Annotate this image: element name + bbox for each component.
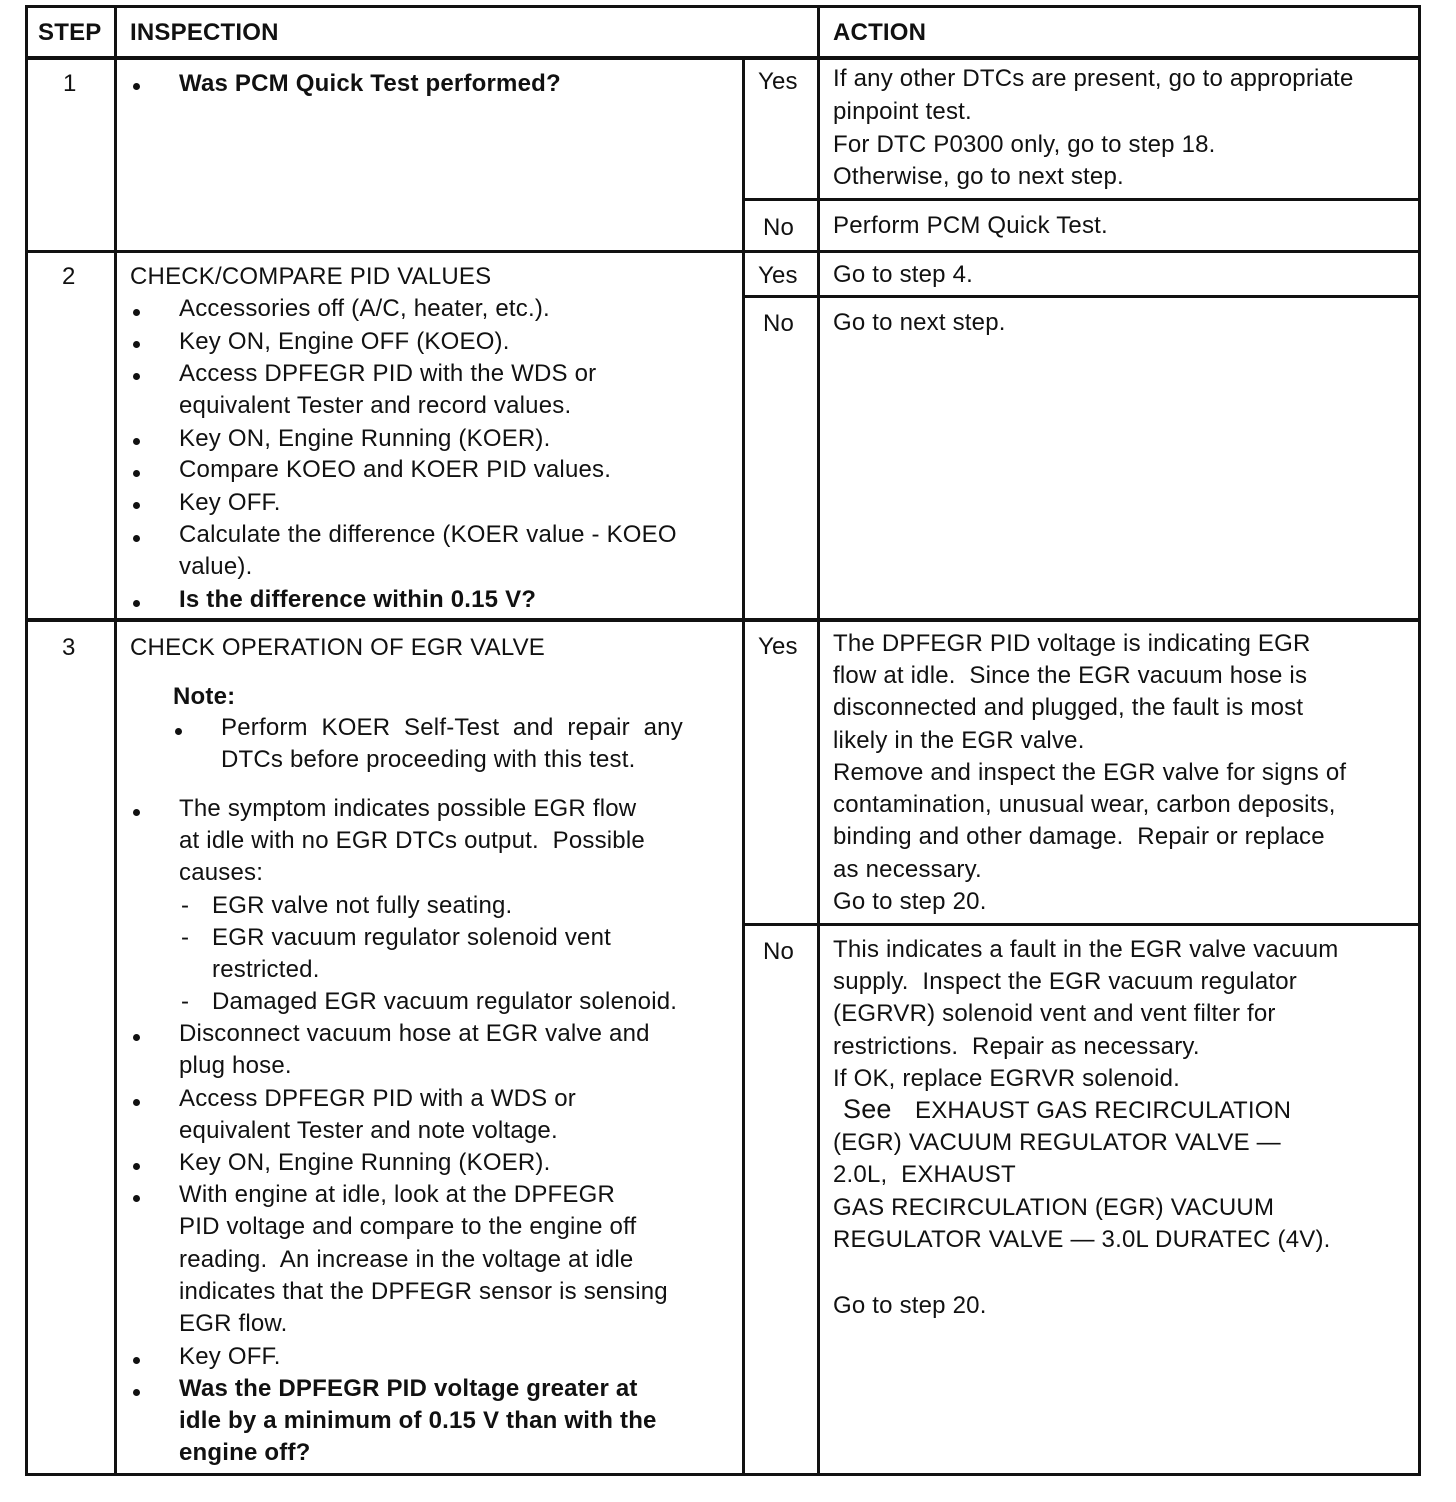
row1-no-action-line: Perform PCM Quick Test. — [833, 212, 1108, 239]
table-border-bottom — [25, 1473, 1421, 1476]
row3-bullet-text: The symptom indicates possible EGR flow — [179, 795, 637, 822]
row2-bullet-text: Key OFF. — [179, 489, 281, 516]
row3-bullet-text: EGR flow. — [179, 1310, 288, 1337]
table-border-right — [1418, 5, 1421, 1476]
row3-bullet-text: Key ON, Engine Running (KOER). — [179, 1149, 551, 1176]
row2-yes-action-line: Go to step 4. — [833, 261, 974, 288]
see-reference-link[interactable]: EXHAUST GAS RECIRCULATION — [915, 1097, 1292, 1124]
row3-cause-text: EGR valve not fully seating. — [212, 892, 513, 919]
row3-note-text: Perform KOER Self-Test and repair any — [221, 714, 683, 741]
row3-yes-no-divider — [742, 923, 1421, 926]
row2-no-action-line: Go to next step. — [833, 309, 1006, 336]
row3-note-title: Note: — [173, 683, 236, 710]
row3-cause-text: EGR vacuum regulator solenoid vent — [212, 924, 612, 951]
row1-yes-label: Yes — [758, 68, 798, 95]
bullet-icon — [133, 309, 140, 316]
row1-yes-action-line: For DTC P0300 only, go to step 18. — [833, 131, 1216, 158]
bullet-icon — [133, 341, 140, 348]
bullet-icon — [133, 1034, 140, 1041]
row2-bullet-text: Access DPFEGR PID with the WDS or — [179, 360, 597, 387]
bullet-icon — [133, 373, 140, 380]
row2-yes-label: Yes — [758, 262, 798, 289]
row3-question: Was the DPFEGR PID voltage greater at — [179, 1375, 638, 1402]
row3-bullet-text: at idle with no EGR DTCs output. Possible — [179, 827, 645, 854]
row2-title: CHECK/COMPARE PID VALUES — [130, 263, 492, 290]
header-divider — [25, 56, 1421, 60]
row3-yes-action-line: likely in the EGR valve. — [833, 727, 1085, 754]
bullet-icon — [133, 535, 140, 542]
see-reference-link[interactable]: 2.0L, EXHAUST — [833, 1161, 1016, 1188]
row2-no-label: No — [763, 310, 795, 337]
column-divider-action — [817, 5, 820, 1476]
step-number-2: 2 — [62, 263, 76, 290]
row3-yes-action-line: Remove and inspect the EGR valve for signs of — [833, 759, 1347, 786]
row-divider-2-3 — [25, 618, 1421, 622]
row3-no-action-line: This indicates a fault in the EGR valve vacuum — [833, 936, 1339, 963]
row3-no-final-line: Go to step 20. — [833, 1292, 987, 1319]
row3-yes-action-line: as necessary. — [833, 856, 982, 883]
row3-yes-action-line: binding and other damage. Repair or replace — [833, 823, 1325, 850]
row3-yes-action-line: The DPFEGR PID voltage is indicating EGR — [833, 630, 1311, 657]
row3-cause-text: restricted. — [212, 956, 320, 983]
row3-bullet-text: With engine at idle, look at the DPFEGR — [179, 1181, 616, 1208]
row3-bullet-text: equivalent Tester and note voltage. — [179, 1117, 558, 1144]
table-border-left — [25, 5, 28, 1476]
row3-no-action-line: (EGRVR) solenoid vent and vent filter for — [833, 1000, 1276, 1027]
row2-bullet-text: Calculate the difference (KOER value - KOEO — [179, 521, 677, 548]
row3-no-action-line: If OK, replace EGRVR solenoid. — [833, 1065, 1181, 1092]
bullet-icon — [133, 1389, 140, 1396]
bullet-icon — [133, 1099, 140, 1106]
dash-marker: - — [181, 988, 189, 1015]
column-divider-step — [114, 5, 117, 1476]
column-divider-answer — [742, 58, 745, 1476]
row1-yes-action-line: If any other DTCs are present, go to appropriate — [833, 65, 1354, 92]
row2-bullet-text: Compare KOEO and KOER PID values. — [179, 456, 612, 483]
row2-bullet-text: value). — [179, 553, 253, 580]
header-inspection: INSPECTION — [130, 19, 279, 46]
row3-yes-action-line: contamination, unusual wear, carbon deposits, — [833, 791, 1336, 818]
row3-bullet-text: Access DPFEGR PID with a WDS or — [179, 1085, 576, 1112]
see-reference-link[interactable]: GAS RECIRCULATION (EGR) VACUUM — [833, 1194, 1275, 1221]
step-number-1: 1 — [63, 70, 77, 97]
row3-bullet-text: PID voltage and compare to the engine off — [179, 1213, 637, 1240]
bullet-icon — [133, 1357, 140, 1364]
see-reference-link[interactable]: REGULATOR VALVE — 3.0L DURATEC (4V). — [833, 1226, 1331, 1253]
row2-question: Is the difference within 0.15 V? — [179, 586, 537, 613]
row-divider-1-2 — [25, 250, 1421, 253]
row3-bullet-text: causes: — [179, 859, 264, 886]
row2-bullet-text: Accessories off (A/C, heater, etc.). — [179, 295, 550, 322]
bullet-icon — [133, 600, 140, 607]
header-action: ACTION — [833, 19, 927, 46]
row2-bullet-text: equivalent Tester and record values. — [179, 392, 572, 419]
step-number-3: 3 — [62, 634, 76, 661]
bullet-icon — [133, 809, 140, 816]
bullet-icon — [133, 438, 140, 445]
row2-yes-no-divider — [742, 295, 1421, 298]
row1-yes-action-line: pinpoint test. — [833, 98, 972, 125]
bullet-icon — [133, 83, 140, 90]
row3-bullet-text: Key OFF. — [179, 1343, 281, 1370]
row3-yes-action-line: disconnected and plugged, the fault is most — [833, 694, 1304, 721]
bullet-icon — [133, 502, 140, 509]
table-border-top — [25, 5, 1421, 8]
row3-yes-label: Yes — [758, 633, 798, 660]
row3-note-text: DTCs before proceeding with this test. — [221, 746, 636, 773]
row3-cause-text: Damaged EGR vacuum regulator solenoid. — [212, 988, 678, 1015]
row1-yes-action-line: Otherwise, go to next step. — [833, 163, 1124, 190]
row3-yes-action-line: Go to step 20. — [833, 888, 987, 915]
row2-bullet-text: Key ON, Engine Running (KOER). — [179, 425, 551, 452]
see-reference-label: See — [843, 1094, 892, 1124]
bullet-icon — [133, 470, 140, 477]
row3-bullet-text: Disconnect vacuum hose at EGR valve and — [179, 1020, 650, 1047]
dash-marker: - — [181, 924, 189, 951]
row2-bullet-text: Key ON, Engine OFF (KOEO). — [179, 328, 510, 355]
row3-yes-action-line: flow at idle. Since the EGR vacuum hose is — [833, 662, 1308, 689]
row1-yes-no-divider — [742, 198, 1421, 201]
row3-no-action-line: supply. Inspect the EGR vacuum regulator — [833, 968, 1297, 995]
row3-question: engine off? — [179, 1439, 311, 1466]
row3-bullet-text: indicates that the DPFEGR sensor is sensing — [179, 1278, 668, 1305]
header-step: STEP — [38, 19, 102, 46]
row3-title: CHECK OPERATION OF EGR VALVE — [130, 634, 546, 661]
row3-bullet-text: reading. An increase in the voltage at idle — [179, 1246, 634, 1273]
row3-question: idle by a minimum of 0.15 V than with the — [179, 1407, 657, 1434]
row1-question: Was PCM Quick Test performed? — [179, 70, 561, 97]
row3-no-action-line: restrictions. Repair as necessary. — [833, 1033, 1200, 1060]
dash-marker: - — [181, 892, 189, 919]
see-reference-link[interactable]: (EGR) VACUUM REGULATOR VALVE — — [833, 1129, 1281, 1156]
row3-no-label: No — [763, 938, 795, 965]
bullet-icon — [175, 728, 182, 735]
bullet-icon — [133, 1195, 140, 1202]
row1-no-label: No — [763, 214, 795, 241]
bullet-icon — [133, 1163, 140, 1170]
row3-bullet-text: plug hose. — [179, 1052, 292, 1079]
